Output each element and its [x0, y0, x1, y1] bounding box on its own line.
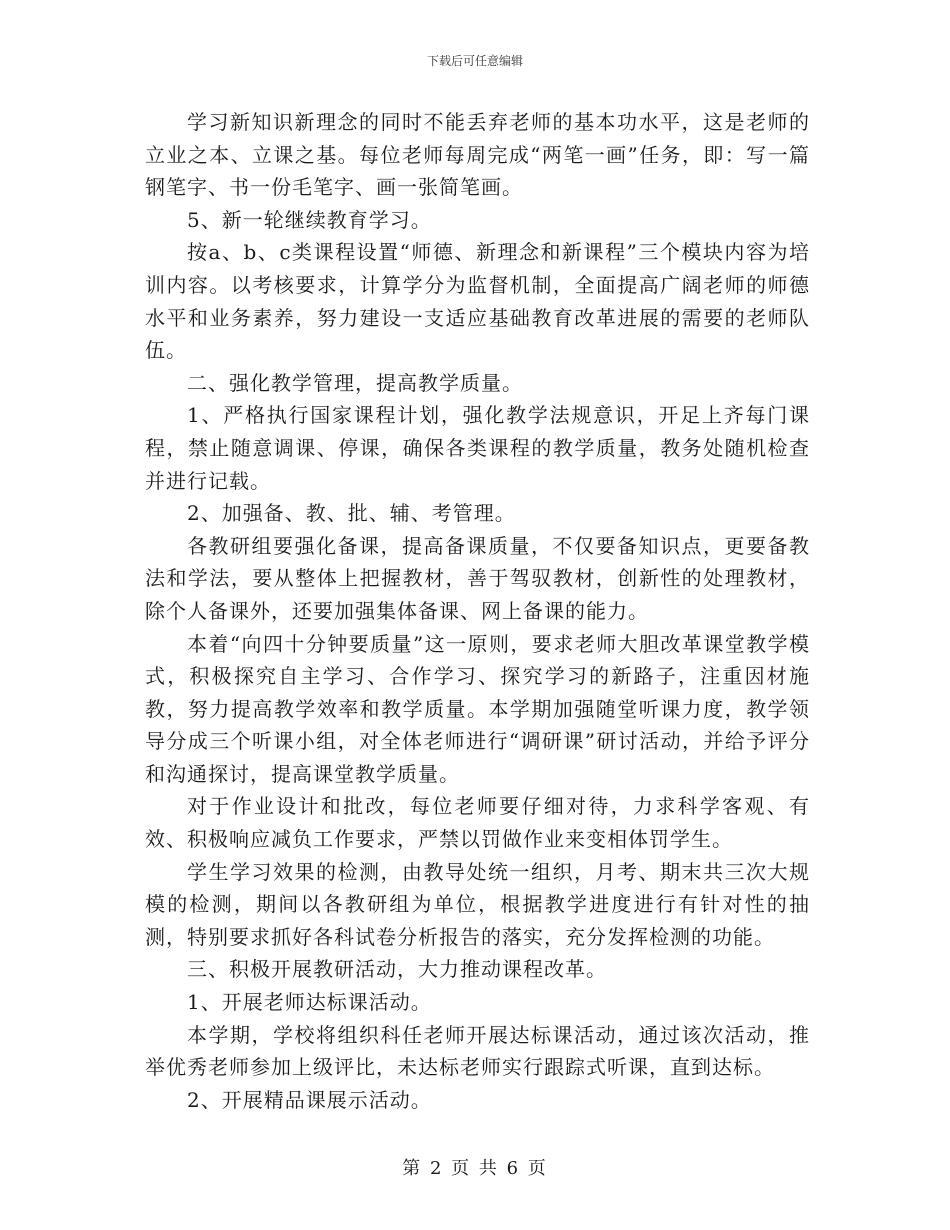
paragraph-basic-skills: 学习新知识新理念的同时不能丢弃老师的基本功水平，这是老师的立业之本、立课之基。每位老师每周完成“两笔一画”任务，即：写一篇钢笔字、书一份毛笔字、画一张简笔画。 — [145, 110, 810, 200]
paragraph-assessment: 学生学习效果的检测，由教导处统一组织，月考、期末共三次大规模的检测，期间以各教研组为单位，根据教学进度进行有针对性的抽测，特别要求抓好各科试卷分析报告的落实，充分发挥检测的功能。 — [145, 859, 810, 949]
page-header: 下载后可任意编辑 — [426, 54, 523, 68]
paragraph-homework: 对于作业设计和批改，每位老师要仔细对待，力求科学客观、有效、积极响应减负工作要求，严禁以罚做作业来变相体罚学生。 — [145, 794, 810, 852]
heading-teaching-management: 二、强化教学管理，提高教学质量。 — [187, 370, 523, 395]
document-body — [145, 106, 810, 1116]
paragraph-standard-lessons: 本学期，学校将组织科任老师开展达标课活动，通过该次活动，推举优秀老师参加上级评比，未达标老师实行跟踪式听课，直到达标。 — [145, 1022, 810, 1080]
paragraph-classroom-reform: 本着“向四十分钟要质量”这一原则，要求老师大胆改革课堂教学模式，积极探究自主学习、合作学习、探究学习的新路子，注重因材施教，努力提高教学效率和教学质量。本学期加强随堂听课力度，教学领导分成三个听课小组，对全体老师进行“调研课”研讨活动，并给予评分和沟通探讨，提高课堂教学质量。 — [145, 631, 810, 786]
heading-continuing-education: 5、新一轮继续教育学习。 — [187, 207, 432, 232]
heading-standard-lessons: 1、开展老师达标课活动。 — [187, 990, 432, 1015]
heading-showcase-lessons: 2、开展精品课展示活动。 — [187, 1087, 432, 1112]
page-number: 第 2 页 共 6 页 — [402, 1158, 548, 1179]
paragraph-curriculum-plan: 1、严格执行国家课程计划，强化教学法规意识，开足上齐每门课程，禁止随意调课、停课，确保各类课程的教学质量，教务处随机检查并进行记载。 — [145, 403, 810, 493]
paragraph-training-modules: 按a、b、c类课程设置“师德、新理念和新课程”三个模块内容为培训内容。以考核要求，计算学分为监督机制，全面提高广阔老师的师德水平和业务素养，努力建设一支适应基础教育改革进展的需要的老师队伍。 — [145, 240, 810, 363]
heading-teaching-research: 三、积极开展教研活动，大力推动课程改革。 — [187, 957, 607, 982]
paragraph-lesson-preparation: 各教研组要强化备课，提高备课质量，不仅要备知识点，更要备教法和学法，要从整体上把握教材，善于驾驭教材，创新性的处理教材，除个人备课外，还要加强集体备课、网上备课的能力。 — [145, 533, 810, 623]
heading-lesson-management: 2、加强备、教、批、辅、考管理。 — [187, 501, 516, 526]
